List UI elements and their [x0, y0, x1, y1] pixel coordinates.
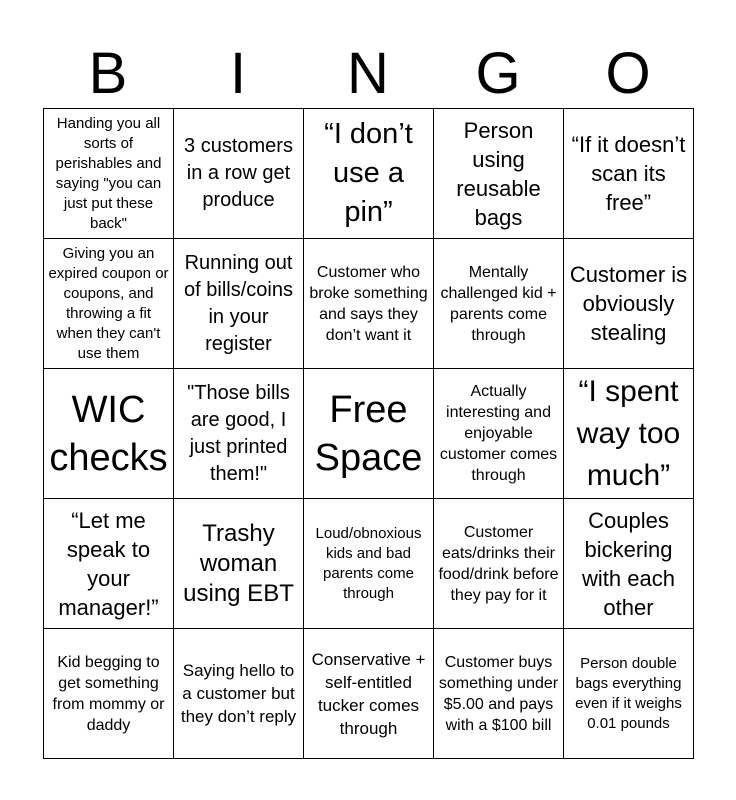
bingo-cell[interactable]: [304, 629, 434, 759]
bingo-cell[interactable]: [174, 239, 304, 369]
cell-text: Customer eats/drinks their food/drink before they pay for it: [438, 523, 559, 604]
bingo-cell[interactable]: [44, 629, 174, 759]
bingo-cell[interactable]: [434, 109, 564, 239]
bingo-cell[interactable]: [304, 499, 434, 629]
bingo-cell[interactable]: [564, 629, 694, 759]
bingo-cell[interactable]: [304, 239, 434, 369]
bingo-cell[interactable]: [434, 499, 564, 629]
cell-text: Trashy woman using EBT: [183, 519, 294, 607]
bingo-cell[interactable]: [564, 109, 694, 239]
cell-text: Person double bags everything even if it weighs 0.01 pounds: [575, 654, 682, 732]
header-letter-b: B: [88, 41, 128, 106]
cell-text: Giving you an expired coupon or coupons, and throwing a fit when they can't use them: [48, 244, 169, 362]
bingo-cell[interactable]: [44, 109, 174, 239]
free-space-cell[interactable]: [304, 369, 434, 499]
bingo-cell[interactable]: [564, 239, 694, 369]
bingo-cell[interactable]: [434, 239, 564, 369]
header-letter-g: G: [475, 41, 521, 106]
header-letter-o: O: [605, 41, 651, 106]
cell-text: Free Space: [314, 388, 423, 479]
bingo-cell[interactable]: [44, 369, 174, 499]
cell-text: Handing you all sorts of perishables and saying "you can just put these back": [55, 114, 162, 232]
cell-text: 3 customers in a row get produce: [184, 135, 293, 211]
header-letter-i: I: [229, 41, 247, 106]
cell-text: Saying hello to a customer but they don’t reply: [180, 661, 297, 726]
cell-text: Conservative + self-entitled tucker comes through: [311, 649, 426, 738]
cell-text: Running out of bills/coins in your register: [184, 251, 293, 355]
cell-text: WIC checks: [49, 388, 168, 479]
bingo-cell[interactable]: [564, 499, 694, 629]
bingo-cell[interactable]: [174, 109, 304, 239]
bingo-cell[interactable]: [434, 629, 564, 759]
bingo-cell[interactable]: [174, 369, 304, 499]
bingo-cell[interactable]: [44, 499, 174, 629]
bingo-cell[interactable]: [174, 499, 304, 629]
bingo-cell[interactable]: [174, 629, 304, 759]
cell-text: Actually interesting and enjoyable customer comes through: [439, 383, 558, 484]
cell-text: Person using reusable bags: [456, 117, 541, 230]
bingo-header: [43, 40, 693, 108]
cell-text: “If it doesn’t scan its free”: [571, 132, 686, 215]
bingo-cell[interactable]: [434, 369, 564, 499]
bingo-grid: [43, 108, 694, 759]
bingo-cell[interactable]: [44, 239, 174, 369]
cell-text: “I don’t use a pin”: [324, 118, 413, 228]
header-letter-n: N: [347, 41, 389, 106]
cell-text: "Those bills are good, I just printed them!": [187, 381, 290, 485]
cell-text: Mentally challenged kid + parents come through: [440, 263, 557, 344]
cell-text: Customer is obviously stealing: [569, 262, 688, 345]
bingo-cell[interactable]: [304, 109, 434, 239]
cell-text: Loud/obnoxious kids and bad parents come through: [315, 524, 422, 602]
bingo-cell[interactable]: [564, 369, 694, 499]
cell-text: “Let me speak to your manager!”: [58, 507, 159, 620]
cell-text: Kid begging to get something from mommy or daddy: [52, 653, 165, 734]
cell-text: Couples bickering with each other: [582, 507, 675, 620]
cell-text: Customer buys something under $5.00 and pays with a $100 bill: [438, 653, 559, 734]
cell-text: Customer who broke something and says they don’t want it: [309, 263, 428, 344]
cell-text: “I spent way too much”: [576, 374, 681, 492]
